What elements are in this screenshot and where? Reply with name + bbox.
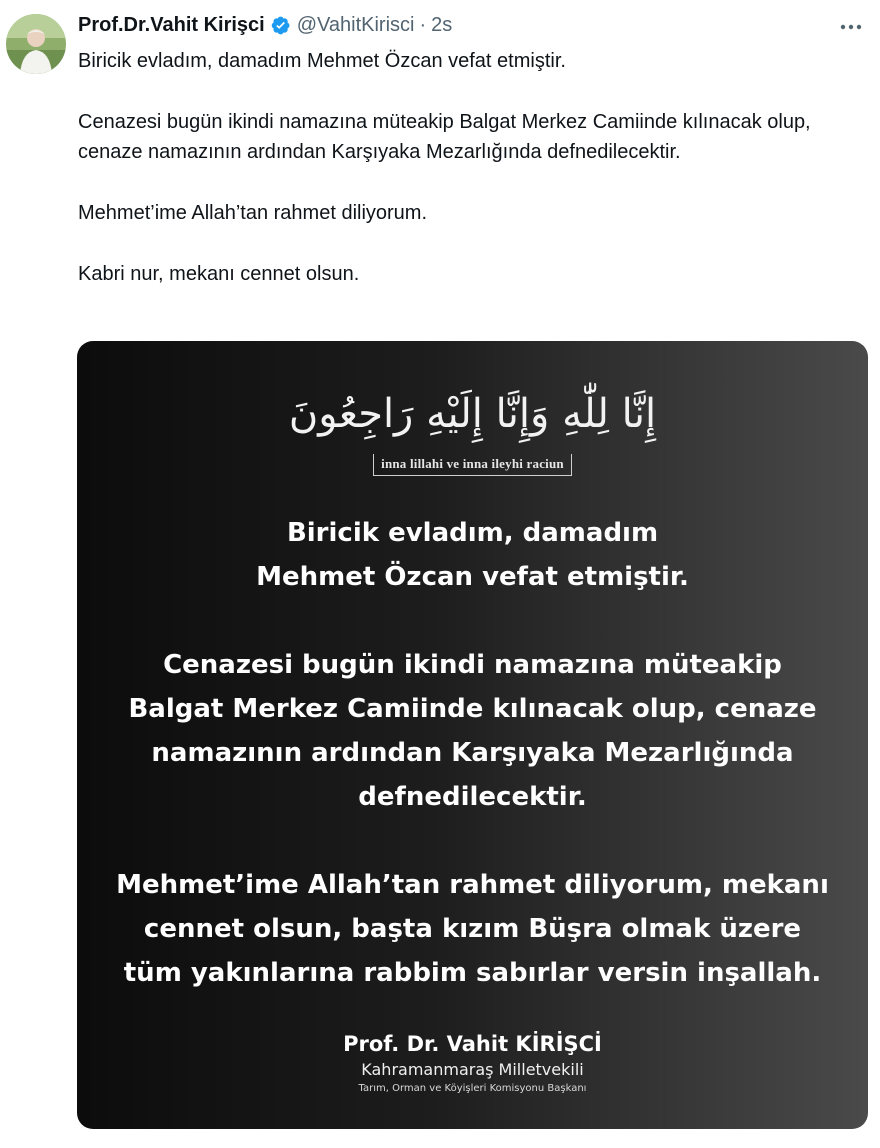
signature-subtitle: Tarım, Orman ve Köyişleri Komisyonu Başkanı: [358, 1083, 587, 1094]
card-line: Mehmet’ime Allah’tan rahmet diliyorum, mekanı: [116, 870, 829, 900]
card-announcement: [77, 511, 868, 599]
verified-badge-icon[interactable]: [270, 15, 291, 36]
card-condolence: [77, 863, 868, 995]
separator-dot: ·: [419, 13, 427, 36]
card-line: tüm yakınlarına rabbim sabırlar versin inşallah.: [123, 958, 822, 988]
card-line: defnedilecektir.: [358, 782, 587, 812]
avatar-image: [6, 14, 66, 74]
transliteration: inna lillahi ve inna ileyhi raciun: [373, 454, 572, 476]
tweet-image[interactable]: [77, 341, 868, 1129]
card-funeral-info: [77, 643, 868, 819]
card-line: Biricik evladım, damadım: [286, 518, 659, 548]
card-line: Mehmet Özcan vefat etmiştir.: [256, 562, 689, 592]
author-handle[interactable]: @VahitKirisci: [296, 13, 415, 36]
signature-title: Kahramanmaraş Milletvekili: [361, 1060, 584, 1079]
card-line: Balgat Merkez Camiinde kılınacak olup, cenaze: [128, 694, 817, 724]
author-name[interactable]: Prof.Dr.Vahit Kirişci: [78, 13, 265, 36]
more-options-icon[interactable]: [836, 12, 866, 42]
tweet-paragraph: Cenazesi bugün ikindi namazına müteakip Balgat Merkez Camiinde kılınacak olup, cenaze namazının ardından Karşıyaka Mezarlığında defnedilecektir.: [78, 111, 811, 163]
tweet-paragraph: Kabri nur, mekanı cennet olsun.: [78, 263, 360, 285]
card-line: Cenazesi bugün ikindi namazına müteakip: [163, 650, 782, 680]
avatar[interactable]: [6, 14, 66, 74]
tweet-timestamp[interactable]: 2s: [431, 13, 453, 36]
tweet-paragraph: Mehmet’ime Allah’tan rahmet diliyorum.: [78, 202, 428, 224]
card-line: namazının ardından Karşıyaka Mezarlığında: [151, 738, 794, 768]
signature-name: Prof. Dr. Vahit KİRİŞCİ: [343, 1032, 602, 1056]
arabic-verse: إِنَّا لِلّٰهِ وَإِنَّا إِلَيْهِ رَاجِعُونَ: [288, 391, 657, 437]
card-line: cennet olsun, başta kızım Büşra olmak üzere: [143, 914, 802, 944]
transliteration-frame: [77, 454, 868, 476]
tweet-header: [78, 10, 452, 40]
tweet-text: [78, 46, 838, 289]
tweet-paragraph: Biricik evladım, damadım Mehmet Özcan vefat etmiştir.: [78, 50, 566, 72]
